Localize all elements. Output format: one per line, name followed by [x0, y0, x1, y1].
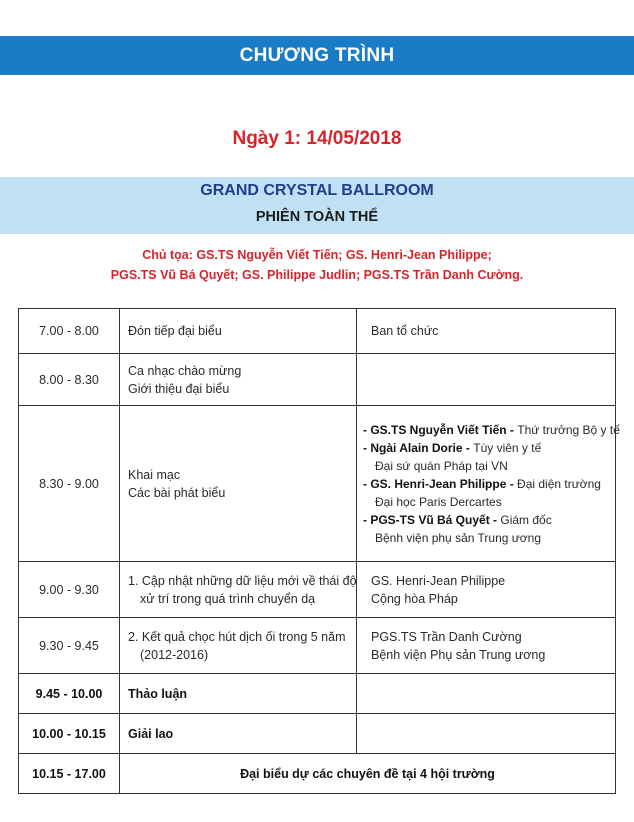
speaker-cell [357, 406, 620, 562]
chairs-line-2: PGS.TS Vũ Bá Quyết; GS. Philippe Judlin; PGS.TS Trần Danh Cường. [110, 268, 524, 282]
speaker-affiliation: Đại sứ quán Pháp tại VN [375, 458, 508, 473]
activity-line: Giải lao [128, 726, 174, 741]
table-row [19, 309, 616, 354]
speaker-affiliation: Bệnh viện phụ sản Trung ương [375, 530, 542, 545]
speaker-entry [363, 421, 620, 439]
speaker-line: Cộng hòa Pháp [371, 591, 458, 606]
table-row [19, 754, 616, 794]
activity-line: Khai mạc [128, 467, 181, 482]
activity-cell [120, 714, 357, 754]
speaker-cell [357, 674, 616, 714]
activity-cell [120, 674, 357, 714]
speaker-entry [363, 439, 607, 457]
activity-line: xử trí trong quá trình chuyển dạ [140, 591, 316, 606]
program-title-banner [0, 36, 634, 75]
activity-cell [120, 618, 357, 674]
venue-name: GRAND CRYSTAL BALLROOM [200, 182, 434, 199]
table-row [19, 562, 616, 618]
speaker-line: Ban tổ chức [371, 324, 439, 338]
speaker-role: Đại diện trường [517, 476, 601, 491]
speaker-line: GS. Henri-Jean Philippe [371, 573, 506, 588]
activity-line: Thảo luận [128, 686, 188, 701]
time-cell: 9.30 - 9.45 [19, 618, 120, 674]
time-cell: 8.30 - 9.00 [19, 406, 120, 562]
speaker-role: Thứ trưởng Bộ y tế [517, 422, 620, 437]
table-row [19, 618, 616, 674]
time-cell: 7.00 - 8.00 [19, 309, 120, 354]
activity-cell [120, 309, 357, 354]
table-row [19, 674, 616, 714]
speaker-line: PGS.TS Trần Danh Cường [371, 629, 522, 644]
chairs-line-1: Chủ tọa: GS.TS Nguyễn Viết Tiến; GS. Henri-Jean Philippe; [142, 248, 492, 262]
schedule-table [18, 308, 620, 794]
speaker-name: - PGS-TS Vũ Bá Quyết - [363, 512, 501, 527]
speaker-role: Tùy viên y tế [473, 440, 542, 455]
speaker-cell [357, 354, 616, 406]
time-cell: 9.00 - 9.30 [19, 562, 120, 618]
program-title: CHƯƠNG TRÌNH [239, 45, 395, 66]
speaker-entry [363, 475, 607, 493]
time-cell: 10.00 - 10.15 [19, 714, 120, 754]
speaker-role: Giám đốc [500, 512, 552, 527]
time-cell: 8.00 - 8.30 [19, 354, 120, 406]
chairs-block [0, 245, 634, 285]
table-row [19, 406, 616, 562]
speaker-entry [363, 511, 607, 529]
activity-line: Các bài phát biểu [128, 485, 226, 500]
speaker-affiliation: Đại học Paris Dercartes [375, 494, 502, 509]
activity-cell: Đại biểu dự các chuyên đề tại 4 hội trường [120, 754, 616, 794]
activity-cell [120, 354, 357, 406]
speaker-cell [357, 714, 616, 754]
table-row [19, 354, 616, 406]
activity-line: Ca nhạc chào mừng [128, 363, 242, 378]
activity-line: Giới thiệu đại biểu [128, 381, 230, 396]
speaker-cell [357, 309, 616, 354]
time-cell: 9.45 - 10.00 [19, 674, 120, 714]
day-heading: Ngày 1: 14/05/2018 [232, 128, 402, 149]
time-cell: 10.15 - 17.00 [19, 754, 120, 794]
speaker-cell [357, 562, 616, 618]
activity-line: 2. Kết quả chọc hút dịch ối trong 5 năm [128, 629, 346, 644]
activity-cell [120, 406, 357, 562]
table-row [19, 714, 616, 754]
speaker-name: - GS.TS Nguyễn Viết Tiến - [363, 422, 518, 437]
speaker-name: - Ngài Alain Dorie - [363, 440, 474, 455]
speaker-line: Bệnh viện Phụ sản Trung ương [371, 647, 546, 662]
session-name: PHIÊN TOÀN THỂ [255, 209, 379, 225]
activity-line: Đón tiếp đại biểu [128, 324, 222, 338]
speaker-cell [357, 618, 616, 674]
activity-cell [120, 562, 357, 618]
speaker-name: - GS. Henri-Jean Philippe - [363, 476, 518, 491]
activity-line: 1. Cập nhật những dữ liệu mới về thái độ [128, 573, 357, 588]
activity-line: (2012-2016) [140, 647, 209, 662]
